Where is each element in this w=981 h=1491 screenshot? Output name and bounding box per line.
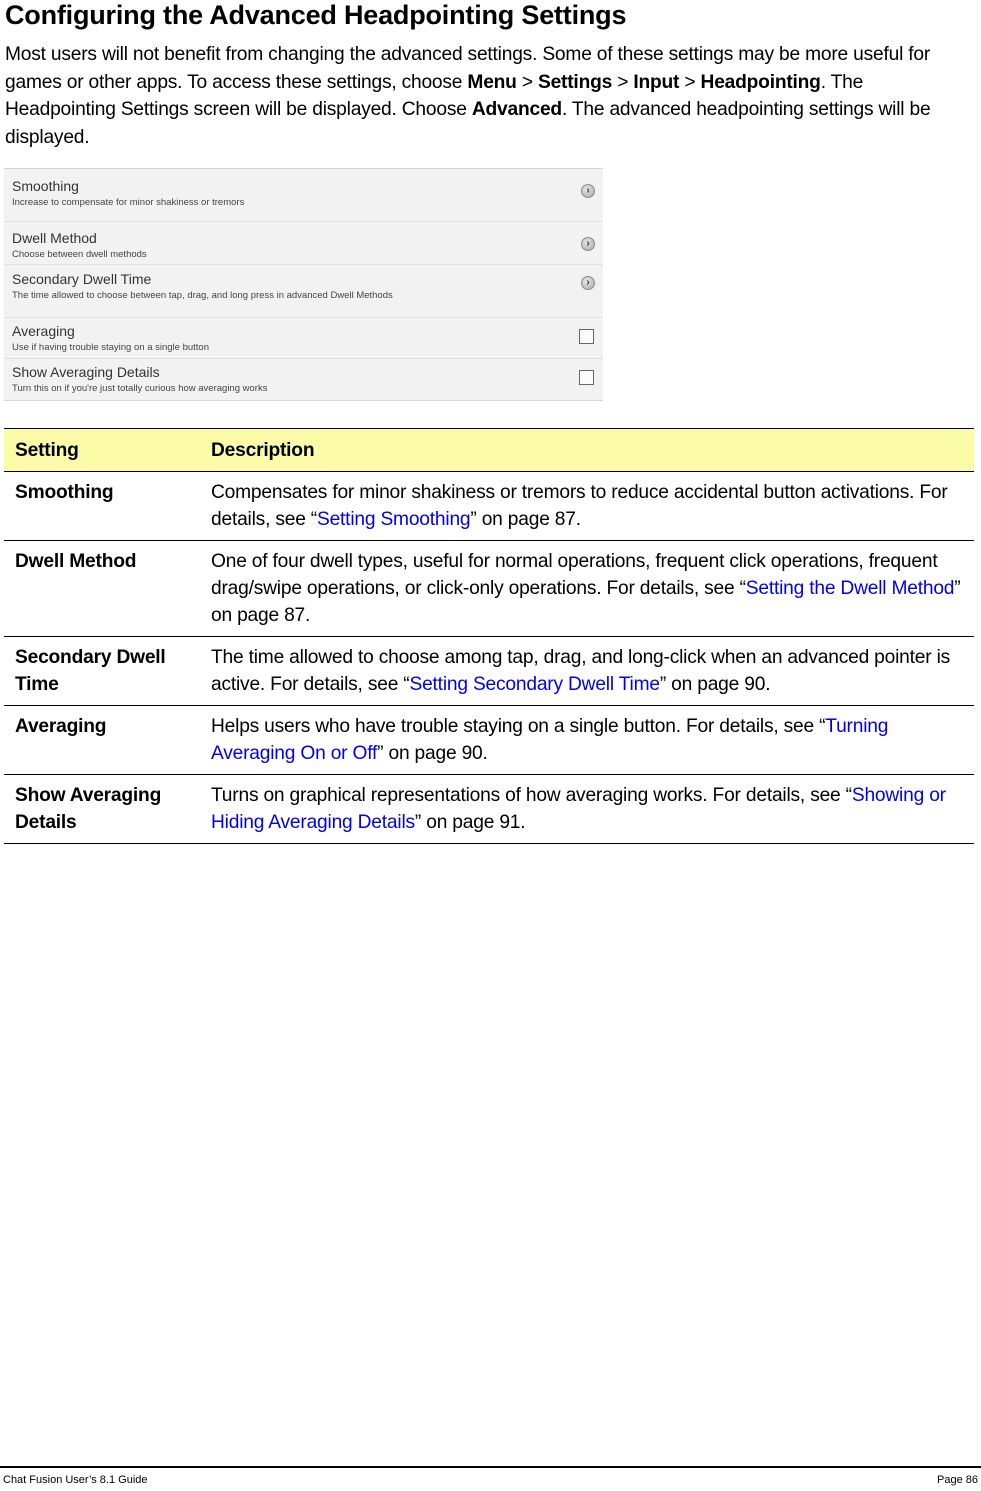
- description-text: The time allowed to choose among tap, drag, and long-click when an advanced pointer is active. For details, see “: [211, 647, 951, 695]
- description-text: One of four dwell types, useful for normal operations, frequent click operations, frequent drag/swipe operations, or click-only operations. For details, see “: [211, 551, 938, 599]
- table-row: [4, 541, 974, 637]
- cross-reference-link[interactable]: Showing or Hiding Averaging Details: [211, 785, 946, 833]
- menu-label: Menu: [467, 71, 517, 93]
- panel-item-subtitle: Use if having trouble staying on a single button: [12, 342, 209, 353]
- settings-table: [4, 428, 974, 844]
- panel-item-dwell-method[interactable]: [4, 222, 603, 265]
- chevron-right-icon[interactable]: ›: [581, 237, 595, 251]
- table-header-row: [4, 429, 974, 472]
- description-text: Turns on graphical representations of how averaging works. For details, see “: [211, 785, 852, 806]
- setting-name: Secondary Dwell Time: [4, 637, 201, 706]
- setting-description: [201, 775, 974, 844]
- cross-reference-link[interactable]: Setting Secondary Dwell Time: [409, 674, 660, 695]
- panel-item-title: Dwell Method: [12, 230, 97, 246]
- setting-name: Dwell Method: [4, 541, 201, 637]
- setting-name: Averaging: [4, 706, 201, 775]
- description-text: ” on page 90.: [377, 743, 488, 764]
- panel-item-subtitle: The time allowed to choose between tap, drag, and long press in advanced Dwell Methods: [12, 290, 393, 301]
- panel-item-title: Smoothing: [12, 178, 79, 194]
- description-text: ” on page 87.: [470, 509, 581, 530]
- chevron-right-icon[interactable]: ›: [581, 184, 595, 198]
- input-label: Input: [633, 71, 680, 93]
- intro-paragraph: [5, 41, 970, 151]
- panel-item-title: Secondary Dwell Time: [12, 271, 152, 287]
- description-text: ” on page 90.: [659, 674, 771, 695]
- cross-reference-link[interactable]: Setting the Dwell Method: [745, 578, 955, 599]
- panel-item-smoothing[interactable]: [4, 169, 603, 222]
- show-averaging-details-checkbox[interactable]: [579, 370, 594, 385]
- table-row: [4, 637, 974, 706]
- setting-name: Smoothing: [4, 472, 201, 541]
- separator: >: [679, 71, 701, 93]
- intro-text-3: . The advanced headpointing settings will be displayed.: [5, 99, 931, 148]
- page-heading: Configuring the Advanced Headpointing Settings: [5, 0, 627, 30]
- panel-item-averaging[interactable]: [4, 318, 603, 359]
- headpointing-label: Headpointing: [700, 71, 821, 93]
- setting-name: Show Averaging Details: [4, 775, 201, 844]
- table-row: [4, 775, 974, 844]
- panel-item-subtitle: Increase to compensate for minor shakiness or tremors: [12, 197, 245, 208]
- description-text: ” on page 91.: [414, 812, 526, 833]
- setting-description: [201, 637, 974, 706]
- description-text: Helps users who have trouble staying on a single button. For details, see “: [211, 716, 826, 737]
- panel-item-title: Show Averaging Details: [12, 364, 160, 380]
- cross-reference-link[interactable]: Setting Smoothing: [316, 509, 471, 530]
- footer-page-number: Page 86: [937, 1474, 978, 1486]
- footer-divider: [0, 1466, 981, 1468]
- separator: >: [516, 71, 538, 93]
- separator: >: [612, 71, 634, 93]
- settings-label: Settings: [537, 71, 613, 93]
- advanced-settings-screenshot: [4, 168, 603, 401]
- panel-item-title: Averaging: [12, 323, 75, 339]
- panel-item-show-averaging-details[interactable]: [4, 359, 603, 401]
- panel-item-secondary-dwell-time[interactable]: [4, 265, 603, 318]
- footer-guide-title: Chat Fusion User’s 8.1 Guide: [3, 1474, 148, 1486]
- column-header-setting: Setting: [4, 429, 201, 472]
- intro-text-1: Most users will not benefit from changing the advanced settings. Some of these settings may be more useful for games or other apps. To access these settings, choose: [5, 44, 931, 93]
- table-row: [4, 706, 974, 775]
- setting-description: [201, 706, 974, 775]
- averaging-checkbox[interactable]: [579, 329, 594, 344]
- panel-item-subtitle: Choose between dwell methods: [12, 249, 147, 260]
- column-header-description: Description: [201, 429, 974, 472]
- setting-description: [201, 472, 974, 541]
- intro-text-2: . The Headpointing Settings screen will be displayed. Choose: [5, 71, 864, 120]
- advanced-label: Advanced: [471, 99, 562, 120]
- description-text: Compensates for minor shakiness or tremors to reduce accidental button activations. For details, see “: [211, 482, 948, 530]
- description-text: ” on page 87.: [211, 578, 961, 626]
- panel-item-subtitle: Turn this on if you're just totally curious how averaging works: [12, 383, 268, 394]
- cross-reference-link[interactable]: Turning Averaging On or Off: [211, 716, 889, 764]
- table-row: [4, 472, 974, 541]
- setting-description: [201, 541, 974, 637]
- chevron-right-icon[interactable]: ›: [581, 276, 595, 290]
